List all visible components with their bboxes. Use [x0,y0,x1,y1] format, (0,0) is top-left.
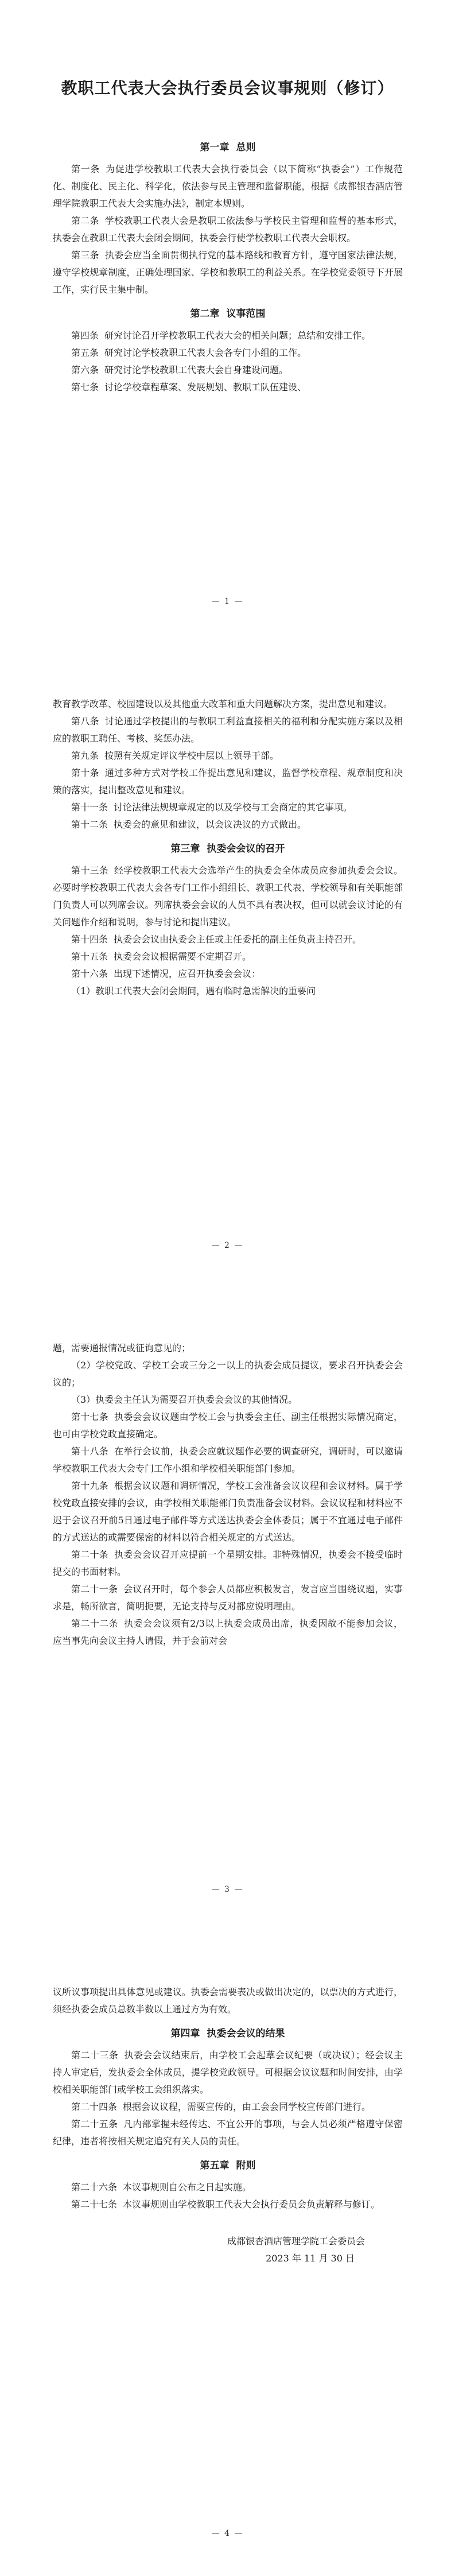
article-13: 第十三条 经学校教职工代表大会选举产生的执委会全体成员应参加执委会会议。必要时学校教职工代表大会各专门工作小组组长、教职工代表、学校领导和有关职能部门负责人可以列席会议。列席执委会会议的人员不具有表决权，但可以就会议讨论的有关问题作介绍和说明，参与讨论和提出建议。 [53,865,403,928]
article-20: 第二十条 执委会会议召开应提前一个星期安排。非特殊情况，执委会不接受临时提交的书面材料。 [53,1549,403,1577]
article-23: 第二十三条 执委会会议结束后，由学校工会起草会议纪要（或决议）；经会议主持人审定后，发执委会全体成员，提学校党政领导。可根据会议议题和时间安排，由学校相关职能部门或学校工会组织落实。 [53,2050,403,2095]
page-1-body [53,132,403,396]
chapter-4-heading: 第四章 执委会会议的结果 [170,2028,285,2039]
article-27: 第二十七条 本议事规则由学校教职工代表大会执行委员会负责解释与修订。 [71,2199,380,2210]
page-number: — 1 — [211,597,244,606]
article-3: 第三条 执委会应当全面贯彻执行党的基本路线和教育方针，遵守国家法律法规，遵守学校规章制度，正确处理国家、学校和教职工的利益关系。在学校党委领导下开展工作，实行民主集中制。 [53,250,403,295]
page-4 [0,1932,455,2576]
article-11: 第十一条 讨论法律法规规章规定的以及学校与工会商定的其它事项。 [71,802,353,813]
article-6: 第六条 研究讨论学校教职工代表大会自身建设问题。 [71,364,289,375]
article-16-item-2: （2）学校党政、学校工会或三分之一以上的执委会成员提议，要求召开执委会会议的； [53,1360,403,1388]
article-16: 第十六条 出现下述情况，应召开执委会会议： [71,968,261,979]
article-9: 第九条 按照有关规定评议学校中层以上领导干部。 [71,750,279,761]
article-8: 第八条 讨论通过学校提出的与教职工利益直接相关的福利和分配实施方案以及相应的教职工聘任、考核、奖惩办法。 [53,716,403,744]
page-4-body [53,1984,403,2267]
page-3 [0,1288,455,1932]
article-18: 第十八条 在举行会议前，执委会应就议题作必要的调查研究，调研时，可以邀请学校教职工代表大会专门工作小组和学校相关职能部门参加。 [53,1446,403,1474]
article-4: 第四条 研究讨论召开学校教职工代表大会的相关问题；总结和安排工作。 [71,330,371,341]
signature-block [53,2233,403,2267]
document-title: 教职工代表大会执行委员会议事规则（修订） [61,79,394,98]
page-2 [0,644,455,1288]
article-15: 第十五条 执委会会议根据需要不定期召开。 [71,951,252,962]
article-2: 第二条 学校教职工代表大会是教职工依法参与学校民主管理和监督的基本形式，执委会在教职工代表大会闭会期间，执委会行使学校教职工代表大会职权。 [53,215,403,243]
article-19: 第十九条 根据会议议题和调研情况，学校工会准备会议议程和会议材料。属于学校党政直接安排的会议，由学校相关职能部门负责准备会议材料。会议议程和材料应不迟于会议召开前5日通过电子邮件等方式送达执委会全体委员；属于不宜通过电子邮件的方式送达的或需要保密的材料以符合相关规定的方式送达。 [53,1480,403,1543]
chapter-5-heading: 第五章 附则 [200,2160,256,2171]
chapter-1-heading: 第一章 总则 [200,142,256,153]
article-14: 第十四条 执委会会议由执委会主任或主任委托的副主任负责主持召开。 [71,934,362,945]
article-16-item-1-continued: 题，需要通报情况或征询意见的； [53,1343,191,1353]
chapter-3-heading: 第三章 执委会会议的召开 [170,843,285,855]
issue-date: 2023 年 11 月 30 日 [266,2253,355,2264]
page-number: — 2 — [211,1241,244,1250]
article-17: 第十七条 执委会会议议题由学校工会与执委会主任、副主任根据实际情况商定，也可由学校党政直接确定。 [53,1411,403,1440]
article-22-continued: 议所议事项提出具体意见或建议。执委会需要表决或做出决定的，以票决的方式进行，须经执委会成员总数半数以上通过方为有效。 [53,1987,403,2015]
page-1 [0,0,455,644]
article-22: 第二十二条 执委会会议须有2/3以上执委会成员出席，执委因故不能参加会议，应当事先向会议主持人请假，并于会前对会 [53,1618,403,1646]
page-2-body [53,696,403,1000]
article-25: 第二十五条 凡内部掌握未经传达、不宜公开的事项，与会人员必须严格遵守保密纪律，违者将按相关规定追究有关人员的责任。 [53,2119,403,2147]
article-24: 第二十四条 根据会议议程，需要宣传的，由工会会同学校宣传部门进行。 [71,2101,371,2112]
article-5: 第五条 研究讨论学校教职工代表大会各专门小组的工作。 [71,347,307,358]
page-number: — 3 — [211,1885,244,1894]
page-3-body [53,1340,403,1650]
article-10: 第十条 通过多种方式对学校工作提出意见和建议，监督学校章程、规章制度和决策的落实，提出整改意见和建议。 [53,767,403,796]
article-16-item-1: （1）教职工代表大会闭会期间，遇有临时急需解决的重要问 [71,986,316,996]
chapter-2-heading: 第二章 议事范围 [190,308,266,320]
issuing-organization: 成都银杏酒店管理学院工会委员会 [227,2236,365,2247]
article-16-item-3: （3）执委会主任认为需要召开执委会会议的其他情况。 [71,1394,298,1405]
article-12: 第十二条 执委会的意见和建议，以会议决议的方式做出。 [71,819,307,830]
article-1: 第一条 为促进学校教职工代表大会执行委员会（以下简称“执委会”）工作规范化、制度化、民主化、科学化，依法参与民主管理和监督职能，根据《成都银杏酒店管理学院教职工代表大会实施办法》，制定本规则。 [53,164,403,209]
article-26: 第二十六条 本议事规则自公布之日起实施。 [71,2182,252,2193]
page-number: — 4 — [211,2529,244,2538]
article-7-continued: 教育教学改革、校园建设以及其他重大改革和重大问题解决方案，提出意见和建议。 [53,699,393,709]
article-7: 第七条 讨论学校章程草案、发展规划、教职工队伍建设、 [71,382,307,393]
article-21: 第二十一条 会议召开时，每个参会人员都应积极发言，发言应当围绕议题，实事求是，畅所欲言，简明扼要，无论支持与反对都应说明理由。 [53,1584,403,1612]
